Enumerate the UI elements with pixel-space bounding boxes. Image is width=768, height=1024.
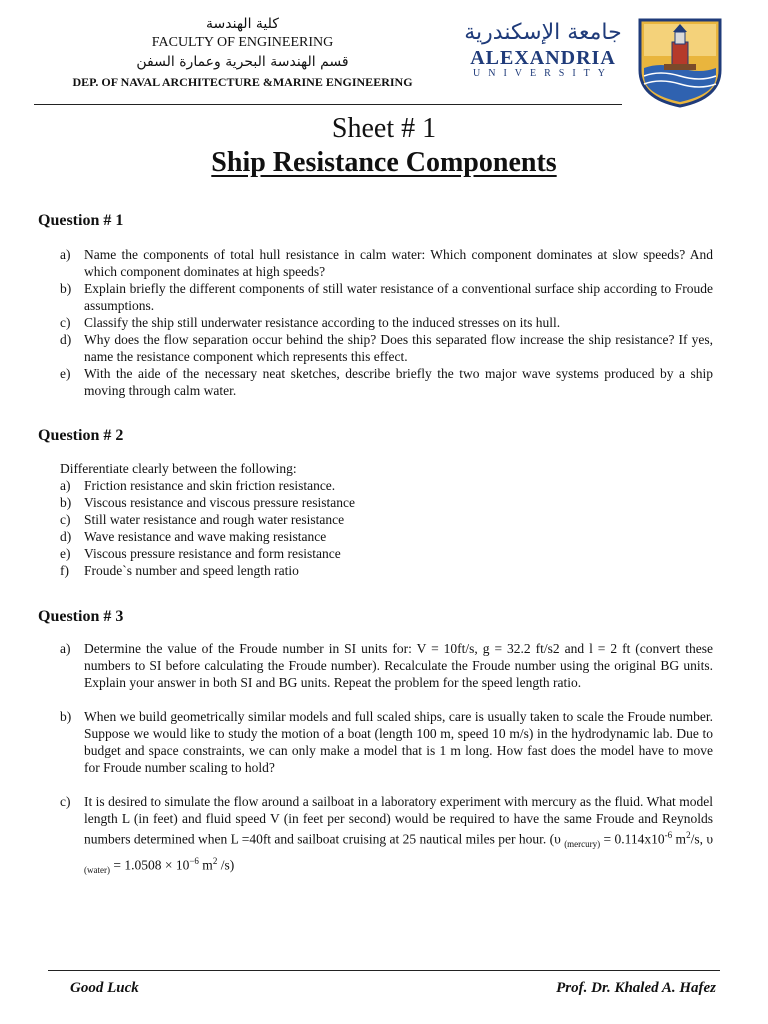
university-name: [462, 18, 624, 92]
tail: /s): [217, 857, 235, 873]
item-label: f): [60, 563, 69, 578]
item-text: Friction resistance and skin friction resistance.: [84, 478, 336, 493]
item-label: c): [60, 794, 71, 809]
item-label: b): [60, 495, 72, 510]
list-item: [60, 640, 713, 691]
sheet-title: Sheet # 1: [331, 113, 437, 144]
question-1-heading: Question # 1: [38, 212, 124, 229]
question-1-list: [60, 246, 713, 399]
university-english: ALEXANDRIA: [470, 47, 616, 69]
list-item: [60, 793, 713, 879]
water-value: = 1.0508 × 10: [109, 857, 190, 873]
list-item: [60, 280, 713, 314]
item-label: e): [60, 366, 71, 381]
item-label: b): [60, 709, 72, 724]
page-title-text: Ship Resistance Components: [211, 147, 557, 178]
department-english: DEP. OF NAVAL ARCHITECTURE &MARINE ENGINEERING: [72, 75, 413, 89]
item-text: Viscous resistance and viscous pressure resistance: [84, 495, 355, 510]
item-label: a): [60, 478, 71, 493]
item-label: c): [60, 315, 71, 330]
item-text: Viscous pressure resistance and form resistance: [84, 546, 341, 561]
nu-symbol: υ: [706, 831, 714, 847]
list-item: [60, 528, 713, 545]
exponent: −6: [189, 856, 199, 867]
faculty-header: [40, 14, 445, 90]
list-item: [60, 708, 713, 776]
question-3-heading: Question # 3: [38, 608, 124, 625]
item-text-main: It is desired to simulate the flow around a sailboat in a laboratory experiment with mercury as the fluid. What model length L (in feet) and fluid speed V (in feet per second) would be required to have the same Froude and Reynolds numbers determined when L =40ft and sailboat cruising at 25 nautical miles per hour. (: [84, 794, 713, 847]
item-text: Why does the flow separation occur behind the ship? Does this separated flow increase the ship resistance? If yes, name the resistance component which represents this effect.: [84, 332, 713, 364]
footer-divider: [48, 970, 720, 971]
question-3-list: [60, 640, 713, 879]
question-2-intro: Differentiate clearly between the following:: [60, 461, 297, 476]
university-logo-icon: [636, 16, 724, 108]
list-item: [60, 545, 713, 562]
list-item: [60, 562, 713, 579]
item-label: b): [60, 281, 72, 296]
item-text: Still water resistance and rough water resistance: [84, 512, 345, 527]
university-subtitle: UNIVERSITY: [473, 68, 613, 79]
footer-author: Prof. Dr. Khaled A. Hafez: [556, 980, 716, 996]
square: 2: [212, 856, 218, 867]
item-label: d): [60, 332, 72, 347]
item-text: Froude`s number and speed length ratio: [84, 563, 299, 578]
list-item: [60, 494, 713, 511]
faculty-english: FACULTY OF ENGINEERING: [151, 35, 334, 50]
mercury-subscript: (mercury): [564, 839, 601, 850]
mercury-value: = 0.114x10: [600, 831, 665, 847]
square: 2: [686, 830, 691, 840]
item-text: Explain briefly the different components of still water resistance of a conventional surface ship according to Froude assumptions.: [84, 281, 713, 313]
question-2-list: [60, 460, 713, 579]
page-title: [0, 146, 768, 180]
water-subscript: (water): [84, 865, 110, 876]
item-label: a): [60, 247, 71, 262]
footer-greeting: Good Luck: [70, 980, 139, 996]
question-2-heading: Question # 2: [38, 427, 124, 444]
university-arabic: جامعة الإسكندرية: [464, 20, 622, 45]
item-label: a): [60, 641, 71, 656]
nu-symbol: υ: [554, 831, 561, 847]
item-text: Name the components of total hull resistance in calm water: Which component dominates at slow speeds? And which component dominates at high speeds?: [84, 247, 713, 279]
list-item: [60, 365, 713, 399]
item-text: Classify the ship still underwater resistance according to the induced stresses on its hull.: [84, 315, 561, 330]
item-label: e): [60, 546, 71, 561]
faculty-arabic: كلية الهندسة: [206, 16, 279, 32]
separator: /s,: [690, 831, 707, 847]
item-text: Wave resistance and wave making resistance: [84, 529, 327, 544]
list-item: [60, 511, 713, 528]
item-text: With the aide of the necessary neat sketches, describe briefly the two major wave systems produced by a ship moving through calm water.: [84, 366, 713, 398]
item-label: d): [60, 529, 72, 544]
list-item: [60, 246, 713, 280]
header-divider: [34, 104, 622, 105]
unit: m: [198, 857, 213, 873]
item-text: [84, 793, 713, 879]
item-label: c): [60, 512, 71, 527]
unit: m: [672, 831, 687, 847]
list-item: [60, 331, 713, 365]
list-item: [60, 314, 713, 331]
exponent: -6: [664, 830, 673, 840]
item-text: When we build geometrically similar models and full scaled ships, care is usually taken to scale the Froude number. Suppose we would like to study the motion of a boat (length 100 m, speed 10 m/s) in the hydrodynamic lab. Due to budget and space constraints, we can only make a model that is 1 m long. How fast does the model have to move for Froude number scaling to hold?: [84, 709, 713, 775]
department-arabic: قسم الهندسة البحرية وعمارة السفن: [136, 54, 349, 70]
item-text: Determine the value of the Froude number in SI units for: V = 10ft/s, g = 32.2 ft/s2 and l = 2 ft (convert these numbers to SI before calculating the Froude number). Recalculate the Froude number using the original BG units. Explain your answer in both SI and BG units. Repeat the problem for the speed length ratio.: [84, 641, 713, 690]
list-item: [60, 477, 713, 494]
